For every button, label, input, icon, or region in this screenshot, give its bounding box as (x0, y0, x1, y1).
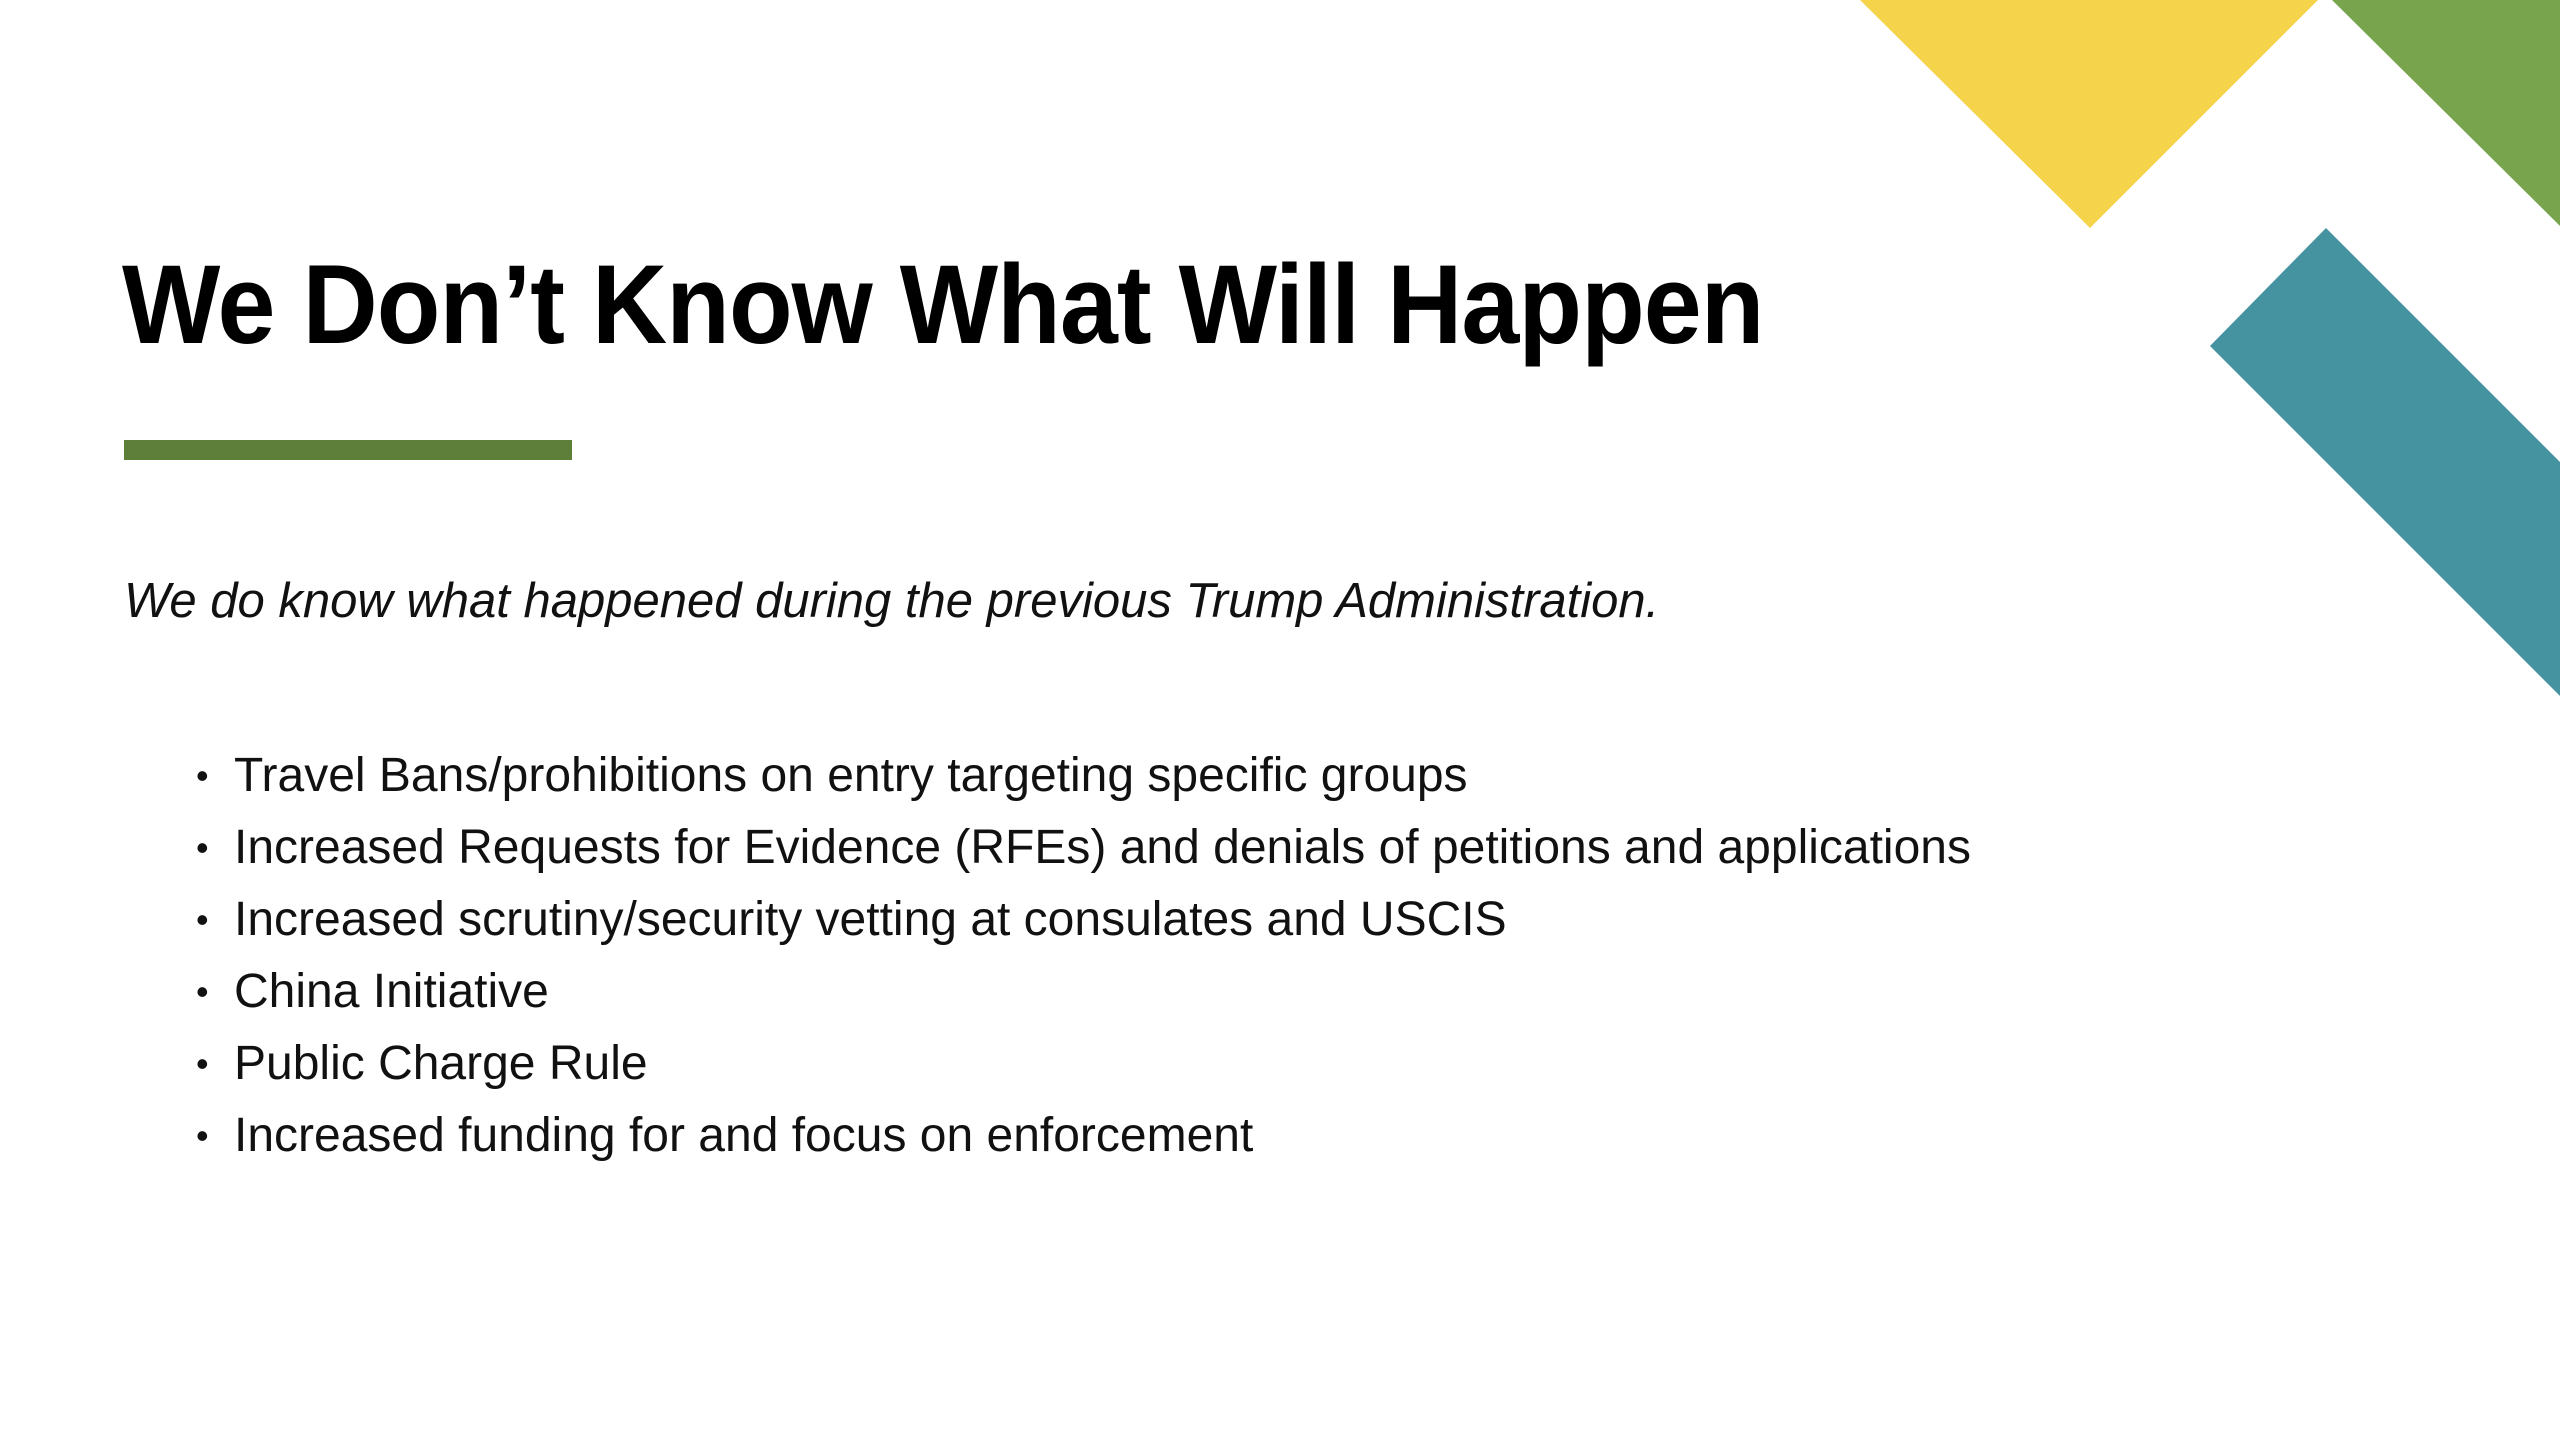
bullet-item (190, 1100, 1971, 1172)
green-triangle-shape (2332, 0, 2560, 226)
slide-title: We Don’t Know What Will Happen (122, 242, 1764, 367)
yellow-triangle-shape (1860, 0, 2318, 228)
bullet-icon: • (196, 971, 209, 1012)
bullet-icon: • (196, 1043, 209, 1084)
bullet-item (190, 956, 1971, 1028)
bullet-text: Increased scrutiny/security vetting at consulates and USCIS (234, 893, 1507, 946)
bullet-list (190, 740, 1971, 1172)
title-underline (124, 440, 572, 460)
bullet-text: Increased Requests for Evidence (RFEs) and denials of petitions and applications (234, 821, 1971, 874)
bullet-text: Travel Bans/prohibitions on entry targeting specific groups (234, 749, 1468, 802)
bullet-text: Public Charge Rule (234, 1037, 648, 1090)
bullet-icon: • (196, 1115, 209, 1156)
bullet-icon: • (196, 827, 209, 868)
bullet-icon: • (196, 899, 209, 940)
bullet-item (190, 1028, 1971, 1100)
bullet-item (190, 812, 1971, 884)
bullet-item (190, 740, 1971, 812)
bullet-text: Increased funding for and focus on enforcement (234, 1109, 1254, 1162)
bullet-text: China Initiative (234, 965, 549, 1018)
bullet-icon: • (196, 755, 209, 796)
bullet-item (190, 884, 1971, 956)
teal-band-shape (2210, 228, 2560, 696)
slide-subtitle: We do know what happened during the previous Trump Administration. (124, 574, 1660, 628)
